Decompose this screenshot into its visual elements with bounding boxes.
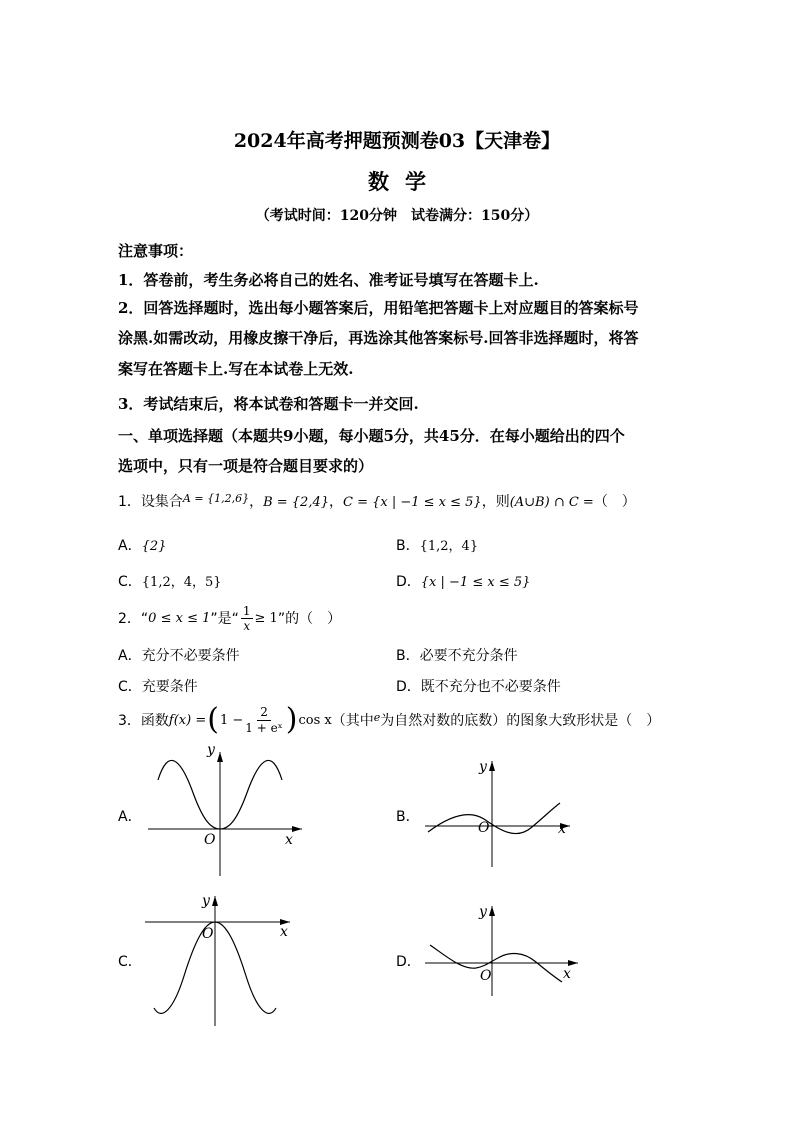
q1-prefix: 1．设集合	[118, 494, 183, 510]
q3-function-name: f(x) =	[168, 712, 207, 728]
q2-suffix: ”的（ ）	[277, 611, 342, 627]
graph-a-y-label: y	[207, 742, 215, 758]
q3-note-start: （其中	[331, 713, 374, 729]
q3-e-symbol: e	[373, 710, 381, 724]
question-2	[118, 601, 341, 635]
q2-option-a: A．充分不必要条件	[118, 648, 240, 664]
q1-option-a-value: {2}	[141, 539, 167, 554]
q1-option-c	[118, 571, 222, 591]
graph-b-y-label: y	[479, 759, 487, 775]
graph-c-y-arrow	[212, 896, 218, 906]
graph-d-origin: O	[480, 968, 492, 984]
graph-c	[140, 890, 300, 1030]
q1-answer-blank: （ ）	[593, 494, 636, 510]
graph-d-y-label: y	[479, 904, 487, 920]
q3-right-paren: )	[285, 702, 298, 737]
q3-note-end: 为自然对数的底数）的图象大致形状是（ ）	[380, 713, 661, 729]
notes-heading: 注意事项：	[118, 242, 194, 260]
q2-option-d: D．既不充分也不必要条件	[396, 679, 561, 695]
q2-ge-one: ≥ 1	[254, 610, 278, 626]
graph-b-origin: O	[478, 820, 490, 836]
q2-prefix: 2．“	[118, 611, 149, 627]
q2-fraction-denominator: x	[243, 618, 251, 633]
q2-option-c: C．充要条件	[118, 679, 198, 695]
graph-d-y-arrow	[489, 906, 495, 916]
exam-info: （考试时间：120分钟 试卷满分：150分）	[255, 208, 539, 224]
q1-sep-2: ，	[329, 494, 343, 510]
q1-option-c-label: C．	[118, 574, 142, 590]
section-heading-line-2: 选项中，只有一项是符合题目要求的）	[118, 457, 374, 475]
question-3	[118, 700, 660, 740]
q1-set-c: C = {x | −1 ≤ x ≤ 5}	[343, 495, 482, 510]
notes-item-2-line-3: 案写在答题卡上.写在本试卷上无效.	[118, 360, 354, 378]
notes-item-3: 3．考试结束后，将本试卷和答题卡一并交回.	[118, 395, 419, 413]
graph-a	[140, 740, 310, 880]
notes-item-2-line-1: 2．回答选择题时，选出每小题答案后，用铅笔把答题卡上对应题目的答案标号	[118, 299, 639, 317]
graph-b-label: B．	[396, 809, 420, 825]
q3-cos: cos x	[298, 712, 332, 728]
graph-d-x-label: x	[563, 966, 571, 982]
q3-fraction-numerator: 2	[257, 705, 271, 721]
graph-a-y-arrow	[217, 752, 223, 762]
q2-fraction-numerator: 1	[242, 603, 251, 618]
graph-b	[420, 755, 585, 870]
q3-fraction	[245, 705, 283, 736]
graph-a-x-label: x	[285, 832, 293, 848]
graph-a-x-arrow	[292, 826, 302, 832]
q1-mid-text: ，则	[481, 494, 510, 510]
graph-c-label: C．	[118, 954, 142, 970]
q1-set-a: A = {1,2,6}	[182, 492, 250, 505]
graph-b-y-arrow	[489, 761, 495, 771]
q1-option-b-value: {1,2，4}	[419, 539, 479, 554]
q1-option-b	[396, 535, 478, 555]
q1-option-d-label: D．	[396, 574, 421, 590]
q3-left-paren: (	[207, 702, 219, 737]
section-heading-line-1: 一、单项选择题（本题共9小题，每小题5分，共45分．在每小题给出的四个	[118, 427, 625, 445]
q1-option-b-label: B．	[396, 538, 420, 554]
q3-one-minus: 1 −	[219, 712, 244, 728]
q1-expression: (A∪B) ∩ C =	[509, 495, 594, 510]
graph-a-label: A．	[118, 809, 142, 825]
notes-item-2-line-2: 涂黑.如需改动，用橡皮擦干净后，再选涂其他答案标号.回答非选择题时，将答	[118, 329, 639, 347]
q1-option-a	[118, 535, 166, 555]
q2-mid-text: ”是“	[210, 611, 239, 627]
q2-condition-1: 0 ≤ x ≤ 1	[148, 610, 211, 626]
subject-title: 数学	[368, 169, 442, 194]
graph-b-curve	[428, 803, 560, 834]
graph-c-x-label: x	[280, 924, 288, 940]
q2-option-b: B．必要不充分条件	[396, 648, 518, 664]
graph-d-label: D．	[396, 954, 421, 970]
graph-b-x-label: x	[558, 821, 566, 837]
q1-set-b: B = {2,4}	[263, 495, 329, 510]
graph-c-origin: O	[202, 926, 214, 942]
q2-fraction	[241, 604, 253, 633]
paper-title: 2024年高考押题预测卷03【天津卷】	[233, 130, 561, 152]
q1-option-d	[396, 571, 530, 591]
graph-c-y-label: y	[202, 893, 210, 909]
q1-sep-1: ，	[249, 494, 264, 510]
question-1	[118, 491, 636, 511]
notes-item-1: 1．答卷前，考生务必将自己的姓名、准考证号填写在答题卡上.	[118, 271, 539, 289]
q1-option-c-value: {1,2，4，5}	[141, 575, 222, 590]
graph-d	[420, 900, 585, 1000]
graph-a-origin: O	[204, 832, 216, 848]
q1-option-a-label: A．	[118, 538, 142, 554]
q3-prefix: 3．函数	[118, 713, 169, 729]
q1-option-d-value: {x | −1 ≤ x ≤ 5}	[420, 575, 531, 590]
q3-fraction-denominator: 1 + eˣ	[245, 720, 283, 735]
